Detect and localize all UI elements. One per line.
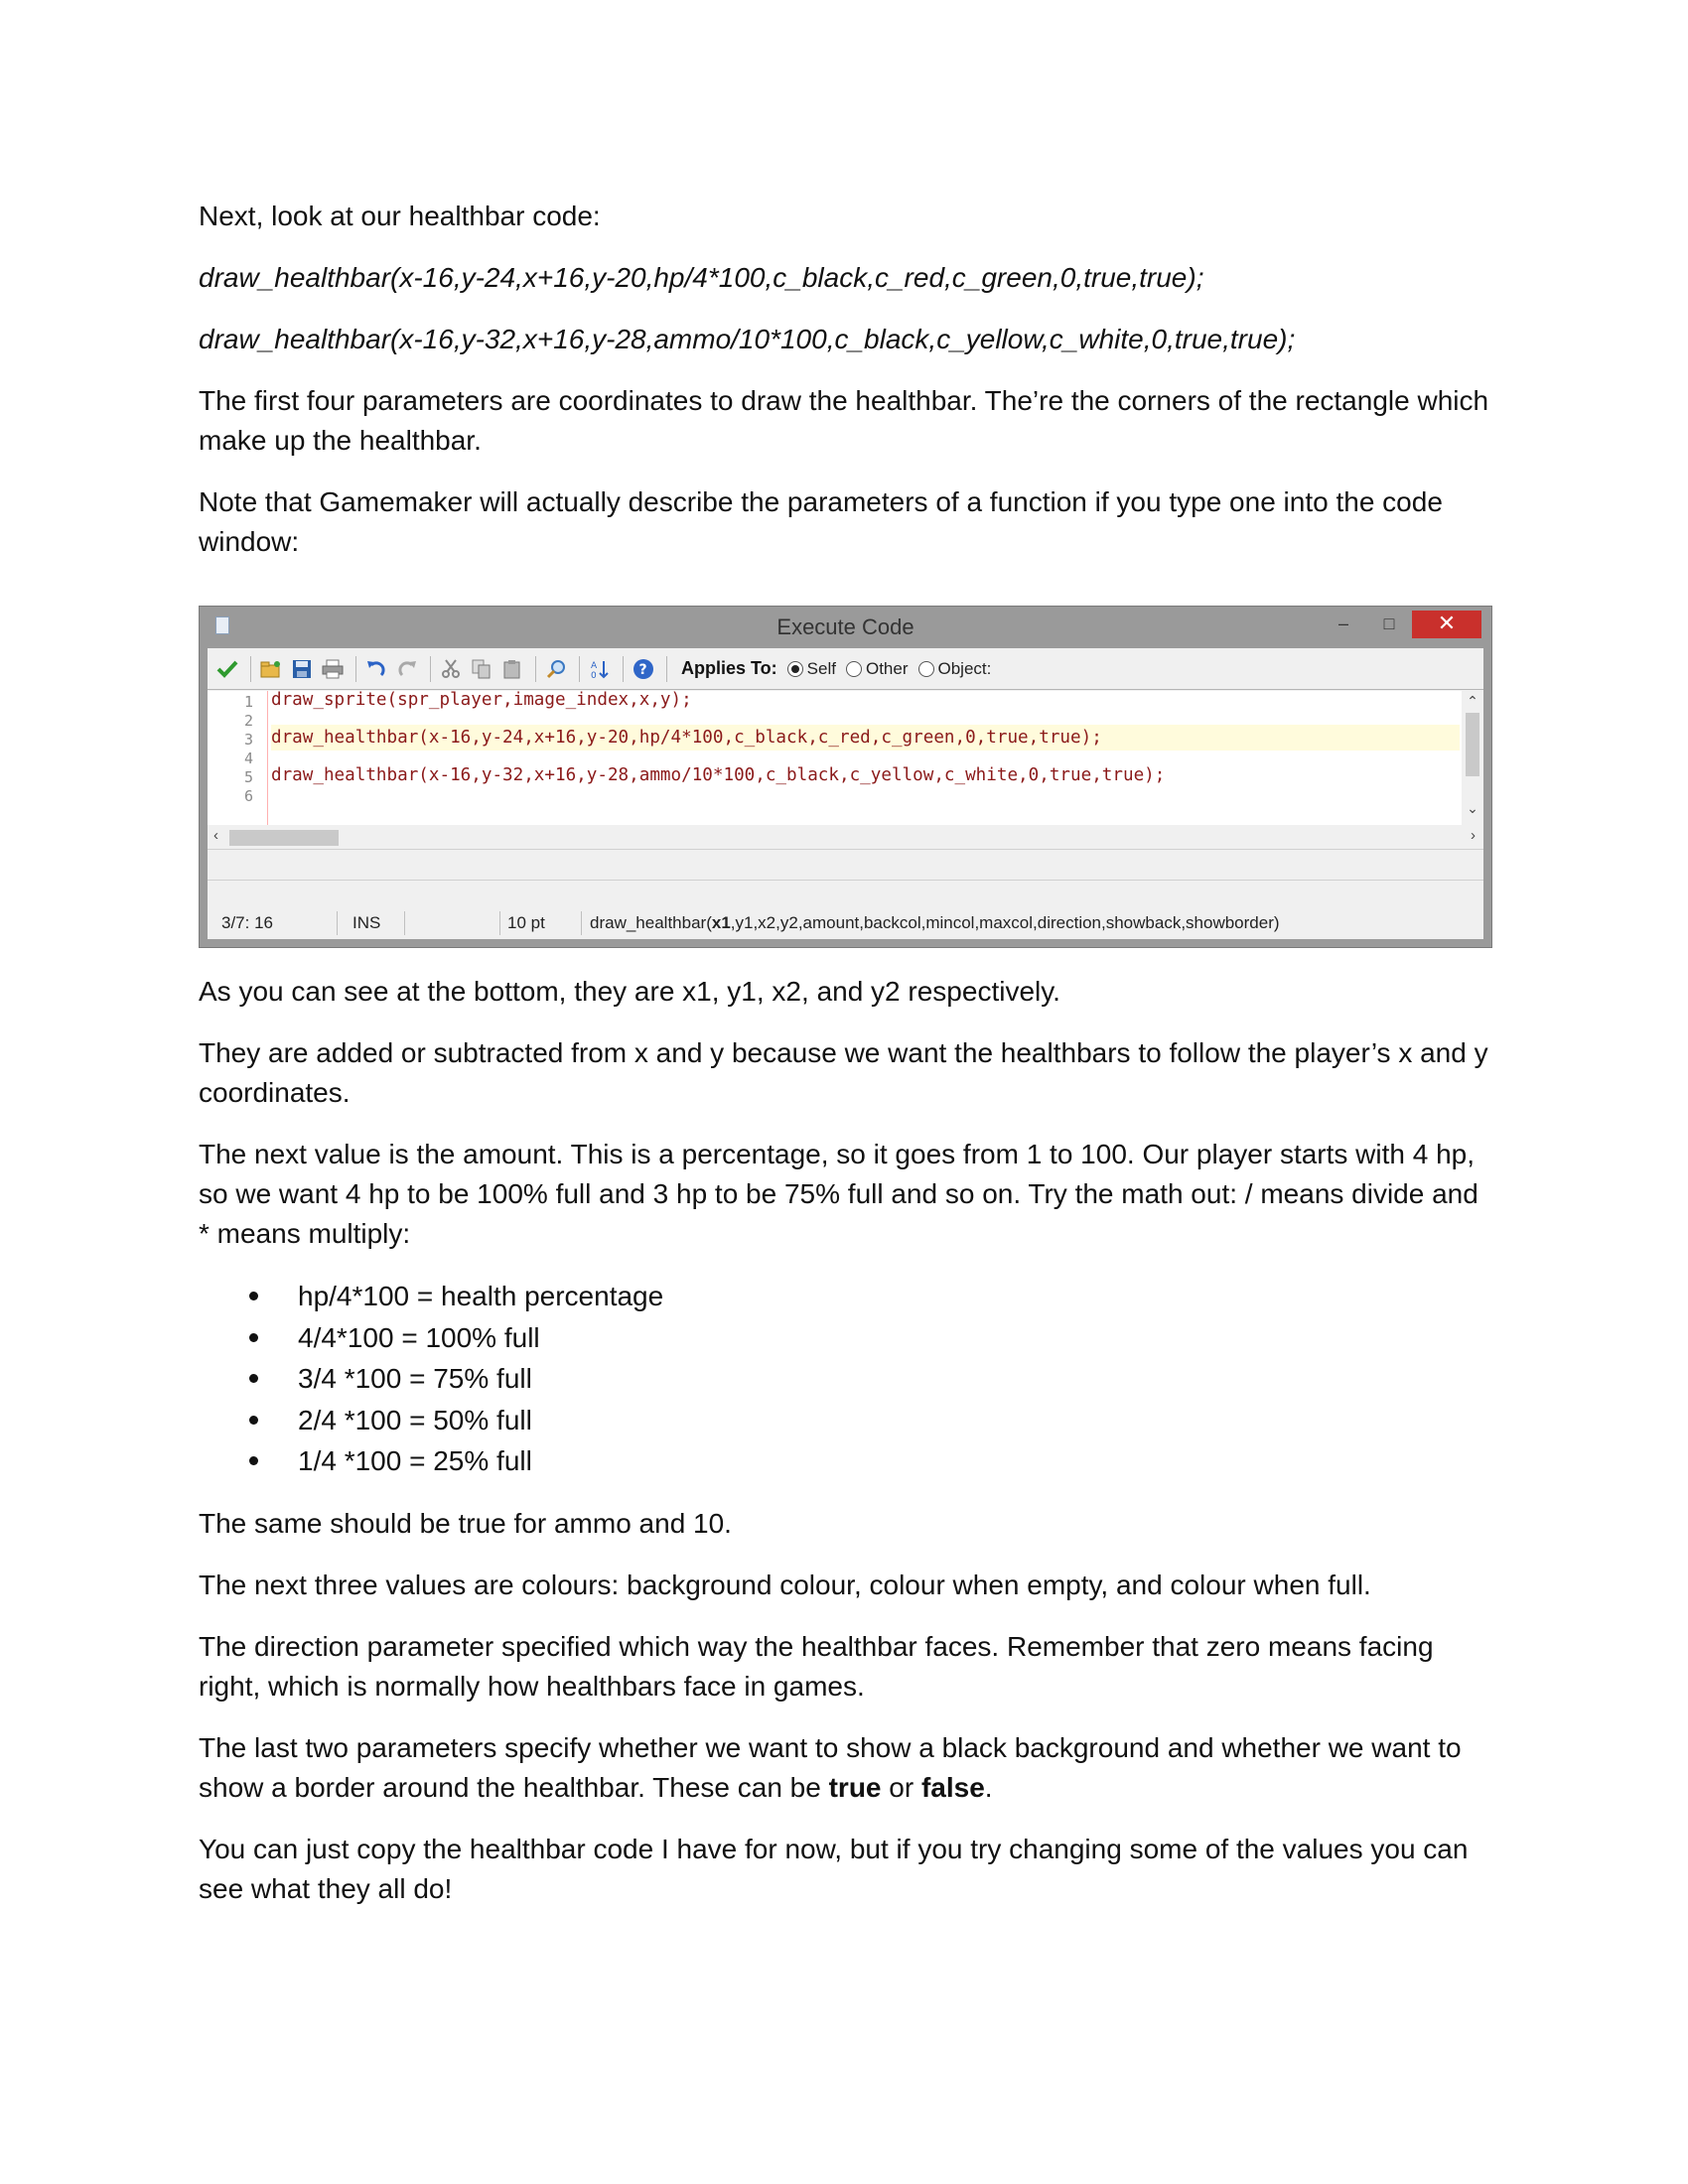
intro-text: Next, look at our healthbar code: <box>199 201 601 231</box>
math-list <box>199 1276 1489 1482</box>
status-function-hint: draw_healthbar(x1,y1,x2,y2,amount,backcol,mincol,maxcol,direction,showback,showborder) <box>590 913 1280 932</box>
line-number: 3 <box>243 731 253 749</box>
radio-other[interactable]: Other <box>846 659 909 679</box>
search-icon[interactable] <box>542 655 570 683</box>
scroll-down-icon[interactable]: ⌄ <box>1467 800 1478 816</box>
code-line: draw_healthbar(x-16,y-32,x+16,y-28,ammo/10*100,c_black,c_yellow,c_white,0,true,true); <box>271 765 1166 785</box>
sort-icon[interactable] <box>586 655 614 683</box>
list-item: 4/4*100 = 100% full <box>199 1317 1489 1359</box>
para-bottom: As you can see at the bottom, they are x1, y1, x2, and y2 respectively. <box>199 976 1060 1007</box>
svg-text:0: 0 <box>591 670 597 679</box>
list-item: 1/4 *100 = 25% full <box>199 1440 1489 1482</box>
para-ammo: The same should be true for ammo and 10. <box>199 1507 732 1539</box>
execute-code-window <box>199 606 1492 948</box>
line-number: 4 <box>243 750 253 767</box>
toolbar <box>208 648 1483 690</box>
save-icon[interactable] <box>288 655 316 683</box>
radio-object-dot[interactable] <box>918 661 934 677</box>
para-amount: The next value is the amount. This is a percentage, so it goes from 1 to 100. Our player starts with 4 hp, so we want 4 hp to be 100% full and 3 hp to be 75% full and so on. Try the math out: / means divide and * means multiply: <box>199 1139 1478 1249</box>
help-icon[interactable] <box>630 655 657 683</box>
window-client <box>208 648 1483 939</box>
maximize-button[interactable]: □ <box>1383 614 1395 633</box>
status-bar <box>208 907 1483 939</box>
status-font-size: 10 pt <box>507 913 545 932</box>
close-button[interactable]: ✕ <box>1412 611 1481 638</box>
document-page <box>199 197 1489 1909</box>
line-number: 2 <box>243 712 253 730</box>
radio-self[interactable]: Self <box>787 659 836 679</box>
radio-self-dot[interactable] <box>787 661 803 677</box>
scroll-right-icon[interactable]: › <box>1471 827 1476 844</box>
svg-text:A: A <box>591 660 598 671</box>
keyword-false: false <box>920 1771 985 1803</box>
code-editor[interactable] <box>208 691 1483 825</box>
status-position: 3/7: 16 <box>221 913 273 932</box>
line-number: 5 <box>243 768 253 786</box>
code-line-hp: draw_healthbar(x-16,y-24,x+16,y-20,hp/4*100,c_black,c_red,c_green,0,true,true); <box>199 262 1204 293</box>
vertical-scroll-thumb[interactable] <box>1466 713 1479 776</box>
copy-icon[interactable] <box>468 655 495 683</box>
para-copy: You can just copy the healthbar code I have for now, but if you try changing some of the values you can see what they all do! <box>199 1833 1469 1904</box>
redo-icon[interactable] <box>393 655 421 683</box>
para-note: Note that Gamemaker will actually describe the parameters of a function if you type one into the code window: <box>199 486 1443 557</box>
window-title: Execute Code <box>776 614 914 639</box>
line-number: 6 <box>243 787 253 805</box>
para-direction: The direction parameter specified which way the healthbar faces. Remember that zero means facing right, which is normally how healthbars face in games. <box>199 1630 1434 1702</box>
undo-icon[interactable] <box>362 655 390 683</box>
open-folder-icon[interactable] <box>257 655 285 683</box>
para-follow: They are added or subtracted from x and y because we want the healthbars to follow the player’s x and y coordinates. <box>199 1037 1488 1108</box>
horizontal-scrollbar[interactable] <box>208 825 1483 849</box>
scroll-left-icon[interactable]: ‹ <box>213 827 218 844</box>
para-colours: The next three values are colours: background colour, colour when empty, and colour when full. <box>199 1569 1371 1600</box>
applies-to-label: Applies To: <box>681 658 777 678</box>
scroll-up-icon[interactable]: ⌃ <box>1467 693 1478 709</box>
line-number: 1 <box>243 693 253 711</box>
vertical-scrollbar[interactable] <box>1462 691 1483 825</box>
para-coordinates: The first four parameters are coordinates to draw the healthbar. The’re the corners of the rectangle which make up the healthbar. <box>199 385 1489 456</box>
code-line-highlighted: draw_healthbar(x-16,y-24,x+16,y-20,hp/4*100,c_black,c_red,c_green,0,true,true); <box>271 725 1460 751</box>
code-line: draw_sprite(spr_player,image_index,x,y); <box>271 691 692 710</box>
cut-icon[interactable] <box>437 655 465 683</box>
editor-spacer <box>208 849 1483 881</box>
line-number-gutter <box>208 691 265 825</box>
checkmark-icon[interactable] <box>213 655 241 683</box>
print-icon[interactable] <box>319 655 347 683</box>
radio-other-dot[interactable] <box>846 661 862 677</box>
horizontal-scroll-thumb[interactable] <box>229 830 339 846</box>
list-item: 3/4 *100 = 75% full <box>199 1358 1489 1400</box>
svg-text:?: ? <box>638 661 647 678</box>
radio-object[interactable]: Object: <box>918 659 992 679</box>
minimize-button[interactable]: – <box>1337 614 1348 633</box>
list-item: hp/4*100 = health percentage <box>199 1276 1489 1317</box>
list-item: 2/4 *100 = 50% full <box>199 1400 1489 1441</box>
code-line-ammo: draw_healthbar(x-16,y-32,x+16,y-28,ammo/10*100,c_black,c_yellow,c_white,0,true,true); <box>199 324 1296 354</box>
window-titlebar[interactable] <box>200 607 1491 648</box>
status-mode: INS <box>352 913 381 932</box>
para-last-two: The last two parameters specify whether we want to show a black background and whether we want to show a border around the healthbar. These can be true or false. <box>199 1731 1462 1803</box>
keyword-true: true <box>828 1771 882 1803</box>
paste-icon[interactable] <box>498 655 526 683</box>
